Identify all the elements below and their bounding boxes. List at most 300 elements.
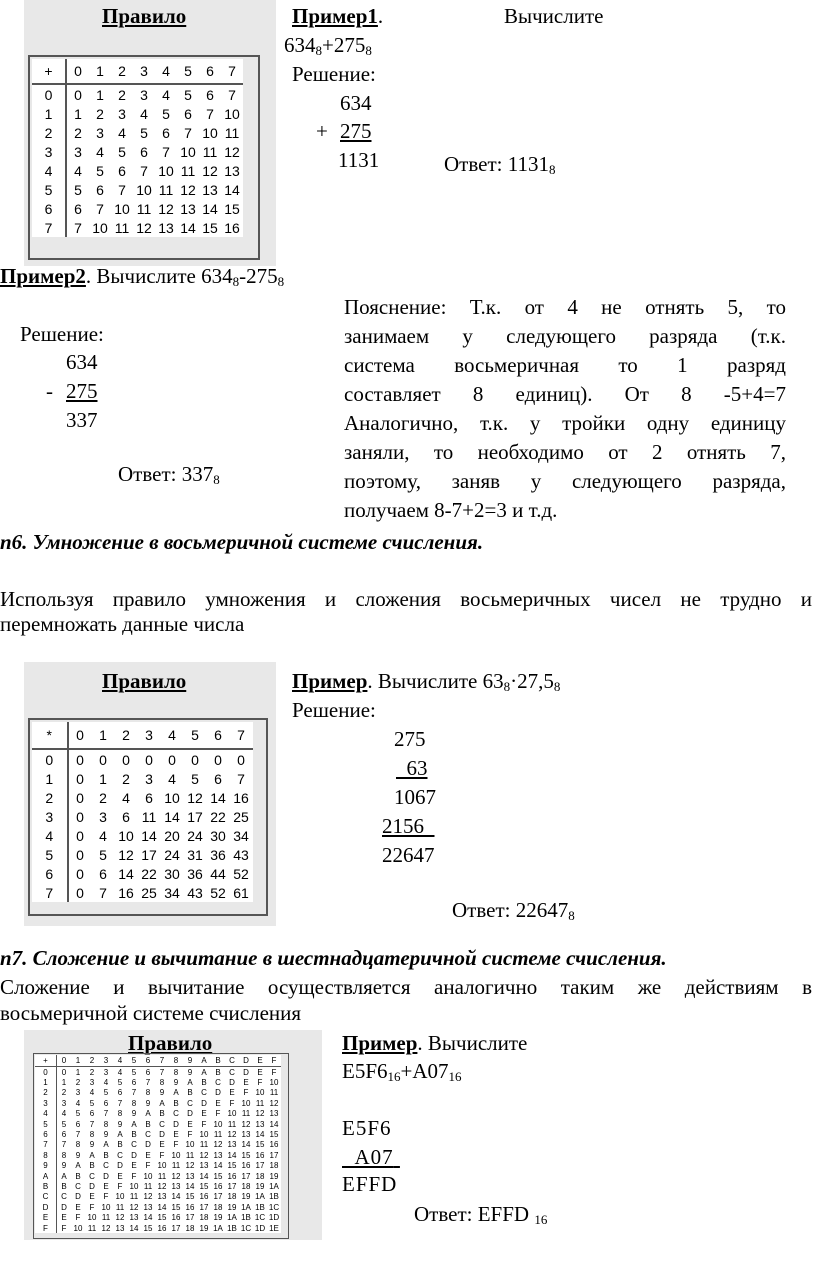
table-cell: 36 bbox=[187, 865, 203, 882]
table-cell: E bbox=[201, 1109, 207, 1119]
table-cell: 10 bbox=[73, 1223, 83, 1233]
table-cell: 0 bbox=[61, 1067, 67, 1077]
table-cell: 43 bbox=[233, 846, 249, 863]
table-cell: 7 bbox=[140, 162, 148, 179]
table-cell: E bbox=[229, 1088, 235, 1098]
table-cell: 10 bbox=[158, 162, 174, 179]
example1-operand2: 275 bbox=[340, 119, 372, 143]
table-cell: 7 bbox=[162, 143, 170, 160]
table-cell: C bbox=[229, 1067, 235, 1077]
table-row bbox=[32, 864, 253, 883]
table-cell: A bbox=[201, 1067, 207, 1077]
table-row-header: 2 bbox=[32, 788, 68, 807]
table-cell: 17 bbox=[269, 1150, 279, 1160]
table-cell: 17 bbox=[187, 808, 203, 825]
table-cell: 11 bbox=[171, 1161, 181, 1171]
table-cell: D bbox=[159, 1130, 165, 1140]
table-cell: 19 bbox=[213, 1213, 223, 1223]
table-cell: 7 bbox=[99, 884, 107, 901]
table-column-header: B bbox=[211, 1055, 225, 1067]
example1-title: Пример1 bbox=[292, 4, 378, 28]
table-row bbox=[32, 218, 243, 237]
table-cell: F bbox=[215, 1109, 221, 1119]
table-cell: 3 bbox=[103, 1067, 109, 1077]
table-cell: B bbox=[201, 1078, 207, 1088]
table-cell: 6 bbox=[99, 865, 107, 882]
table-cell: 15 bbox=[157, 1213, 167, 1223]
rule-label-3: Правило bbox=[128, 1031, 213, 1055]
table-cell: 15 bbox=[241, 1150, 251, 1160]
table-cell: 9 bbox=[117, 1119, 123, 1129]
table-column-header: 3 bbox=[133, 59, 155, 84]
table-cell: 14 bbox=[141, 827, 157, 844]
table-cell: 6 bbox=[74, 200, 82, 217]
table-cell: 10 bbox=[185, 1140, 195, 1150]
table-cell: 16 bbox=[171, 1213, 181, 1223]
table-cell: 12 bbox=[199, 1150, 209, 1160]
table-row-header: 4 bbox=[32, 826, 68, 845]
table-cell: 12 bbox=[227, 1130, 237, 1140]
table-cell: 6 bbox=[145, 789, 153, 806]
table-cell: 18 bbox=[269, 1161, 279, 1171]
table-cell: E bbox=[75, 1202, 81, 1212]
table-row-header: 7 bbox=[32, 883, 68, 902]
table-cell: B bbox=[75, 1171, 81, 1181]
table-cell: C bbox=[201, 1088, 207, 1098]
table-row bbox=[35, 1161, 281, 1171]
table-column-header: 4 bbox=[113, 1055, 127, 1067]
table-cell: D bbox=[145, 1140, 151, 1150]
table-row-header: 3 bbox=[32, 142, 66, 161]
table-cell: 16 bbox=[213, 1181, 223, 1191]
table-cell: 13 bbox=[157, 1192, 167, 1202]
table-cell: F bbox=[271, 1067, 277, 1077]
table-cell: 9 bbox=[61, 1161, 67, 1171]
table-cell: 6 bbox=[140, 143, 148, 160]
octal-multiplication-table bbox=[32, 722, 253, 902]
table-cell: 4 bbox=[99, 827, 107, 844]
table-column-header: 7 bbox=[221, 59, 243, 84]
table-cell: 0 bbox=[145, 751, 153, 768]
table-cell: F bbox=[75, 1213, 81, 1223]
table-cell: 9 bbox=[173, 1078, 179, 1088]
table-cell: D bbox=[229, 1078, 235, 1088]
table-cell: 12 bbox=[171, 1171, 181, 1181]
table-row-header: 8 bbox=[35, 1150, 57, 1160]
table-row bbox=[35, 1171, 281, 1181]
table-cell: B bbox=[215, 1067, 221, 1077]
table-cell: 13 bbox=[199, 1161, 209, 1171]
table-cell: 2 bbox=[61, 1088, 67, 1098]
table-cell: B bbox=[117, 1140, 123, 1150]
table-operator-cell: + bbox=[32, 59, 66, 84]
table-cell: D bbox=[117, 1161, 123, 1171]
table-cell: 13 bbox=[213, 1150, 223, 1160]
table-cell: 4 bbox=[168, 770, 176, 787]
table-row-header: 1 bbox=[32, 104, 66, 123]
table-column-header: 3 bbox=[99, 1055, 113, 1067]
table-cell: 0 bbox=[168, 751, 176, 768]
table-row bbox=[32, 826, 253, 845]
example1-operand1: 634 bbox=[340, 91, 372, 115]
table-row bbox=[35, 1181, 281, 1191]
table-cell: 11 bbox=[180, 162, 196, 179]
table-row bbox=[32, 769, 253, 788]
table-cell: 17 bbox=[213, 1192, 223, 1202]
table-cell: 5 bbox=[140, 124, 148, 141]
table-cell: 16 bbox=[255, 1150, 265, 1160]
example1-answer bbox=[444, 152, 555, 177]
answer-base: 8 bbox=[548, 162, 556, 177]
explanation-line: составляет 8 единиц). От 8 -5+4=7 bbox=[344, 382, 786, 406]
table-column-header: 6 bbox=[141, 1055, 155, 1067]
table-row-header: E bbox=[35, 1212, 57, 1222]
explanation-line: Аналогично, т.к. у тройки одну единицу bbox=[344, 411, 786, 435]
table-cell: 12 bbox=[185, 1161, 195, 1171]
table-cell: A bbox=[173, 1088, 179, 1098]
table-cell: 18 bbox=[241, 1181, 251, 1191]
table-cell: E bbox=[243, 1078, 249, 1088]
table-cell: 1C bbox=[254, 1213, 266, 1223]
table-cell: 17 bbox=[171, 1223, 181, 1233]
table-cell: D bbox=[61, 1202, 67, 1212]
table-cell: 0 bbox=[99, 751, 107, 768]
example1-solution-label: Решение: bbox=[292, 62, 376, 86]
table-cell: 1 bbox=[96, 86, 104, 103]
table-cell: 5 bbox=[117, 1078, 123, 1088]
table-cell: 1C bbox=[268, 1202, 280, 1212]
table-row bbox=[32, 123, 243, 142]
table-cell: 30 bbox=[164, 865, 180, 882]
section7-text-line1: Сложение и вычитание осуществляется аналогично таким же действиям в bbox=[0, 975, 812, 999]
table-cell: 12 bbox=[115, 1213, 125, 1223]
table-cell: 10 bbox=[224, 105, 240, 122]
table-cell: 3 bbox=[96, 124, 104, 141]
table-cell: 10 bbox=[199, 1130, 209, 1140]
table-cell: 11 bbox=[143, 1181, 153, 1191]
table-header-row bbox=[35, 1055, 281, 1067]
table-cell: 11 bbox=[199, 1140, 209, 1150]
table-cell: 12 bbox=[180, 181, 196, 198]
table-cell: 13 bbox=[202, 181, 218, 198]
example2-title-rest: . Вычислите 634 bbox=[85, 264, 233, 288]
table-cell: 14 bbox=[143, 1213, 153, 1223]
table-cell: 2 bbox=[122, 770, 130, 787]
table-row bbox=[35, 1067, 281, 1078]
table-cell: 4 bbox=[122, 789, 130, 806]
table-cell: 14 bbox=[129, 1223, 139, 1233]
table-cell: 10 bbox=[143, 1171, 153, 1181]
table-cell: 1 bbox=[99, 770, 107, 787]
table-cell: 9 bbox=[145, 1098, 151, 1108]
table-cell: 13 bbox=[269, 1109, 279, 1119]
example1-sign: + bbox=[316, 119, 328, 143]
table-row-header: 0 bbox=[32, 749, 68, 769]
expr-a-base: 16 bbox=[387, 1069, 401, 1084]
table-cell: 19 bbox=[255, 1181, 265, 1191]
answer-text: Ответ: 1131 bbox=[444, 152, 549, 176]
table-cell: 2 bbox=[96, 105, 104, 122]
hex-addition-table bbox=[35, 1055, 281, 1233]
table-cell: 16 bbox=[199, 1192, 209, 1202]
table-cell: 31 bbox=[187, 846, 203, 863]
table-cell: 10 bbox=[180, 143, 196, 160]
table-cell: 12 bbox=[202, 162, 218, 179]
table-cell: A bbox=[61, 1171, 67, 1181]
example3-line-1 bbox=[396, 756, 428, 781]
table-cell: C bbox=[159, 1119, 165, 1129]
table-cell: 8 bbox=[117, 1109, 123, 1119]
table-cell: 10 bbox=[269, 1078, 279, 1088]
table-cell: D bbox=[75, 1192, 81, 1202]
table-cell: 1A bbox=[227, 1213, 237, 1223]
table-cell: 7 bbox=[117, 1098, 123, 1108]
table-cell: D bbox=[243, 1067, 249, 1077]
explanation-line: получаем 8-7+2=3 и т.д. bbox=[344, 498, 558, 522]
table-cell: 17 bbox=[227, 1181, 237, 1191]
table-cell: C bbox=[103, 1161, 109, 1171]
table-cell: E bbox=[103, 1181, 109, 1191]
table-cell: C bbox=[187, 1098, 193, 1108]
table-cell: 12 bbox=[157, 1181, 167, 1191]
table-cell: 6 bbox=[61, 1130, 67, 1140]
table-row-header: 9 bbox=[35, 1161, 57, 1171]
table-cell: 17 bbox=[199, 1202, 209, 1212]
table-cell: 11 bbox=[87, 1223, 97, 1233]
table-cell: 2 bbox=[99, 789, 107, 806]
table-cell: 17 bbox=[185, 1213, 195, 1223]
table-cell: 7 bbox=[96, 200, 104, 217]
table-cell: 1B bbox=[227, 1223, 237, 1233]
table-row-header: 5 bbox=[35, 1119, 57, 1129]
table-cell: 16 bbox=[185, 1202, 195, 1212]
section6-text-line2: перемножать данные числа bbox=[0, 612, 245, 636]
table-cell: 3 bbox=[99, 808, 107, 825]
table-cell: 0 bbox=[122, 751, 130, 768]
table-cell: 16 bbox=[224, 219, 240, 236]
answer-text: Ответ: EFFD bbox=[414, 1202, 535, 1226]
table-cell: 14 bbox=[210, 789, 226, 806]
table-cell: A bbox=[187, 1078, 193, 1088]
table-cell: 19 bbox=[227, 1202, 237, 1212]
table-operator-cell: + bbox=[35, 1055, 57, 1067]
table-cell: E bbox=[187, 1119, 193, 1129]
table-cell: 14 bbox=[241, 1140, 251, 1150]
table-cell: 11 bbox=[141, 808, 157, 825]
table-cell: C bbox=[117, 1150, 123, 1160]
table-cell: 16 bbox=[157, 1223, 167, 1233]
table-row bbox=[35, 1119, 281, 1129]
table-cell: 9 bbox=[159, 1088, 165, 1098]
table-cell: 25 bbox=[233, 808, 249, 825]
table-cell: 12 bbox=[241, 1119, 251, 1129]
answer-base: 8 bbox=[568, 908, 575, 923]
table-cell: 12 bbox=[255, 1109, 265, 1119]
table-cell: 18 bbox=[213, 1202, 223, 1212]
example1-line1 bbox=[292, 4, 383, 29]
table-cell: 0 bbox=[237, 751, 245, 768]
table-column-header: 8 bbox=[169, 1055, 183, 1067]
table-cell: 3 bbox=[118, 105, 126, 122]
example3-line-3 bbox=[382, 814, 435, 839]
table-column-header: 4 bbox=[155, 59, 177, 84]
section7-text-line2: восьмеричной системе счисления bbox=[0, 1001, 302, 1025]
table-column-header: 5 bbox=[177, 59, 199, 84]
table-cell: 10 bbox=[213, 1119, 223, 1129]
table-row bbox=[35, 1212, 281, 1222]
table-row bbox=[32, 883, 253, 902]
table-cell: 11 bbox=[241, 1109, 251, 1119]
table-cell: 4 bbox=[75, 1098, 81, 1108]
table-row bbox=[32, 142, 243, 161]
table-cell: 22 bbox=[210, 808, 226, 825]
table-cell: 4 bbox=[89, 1088, 95, 1098]
table-cell: F bbox=[257, 1078, 263, 1088]
table-cell: 12 bbox=[118, 846, 134, 863]
table-cell: 11 bbox=[185, 1150, 195, 1160]
table-cell: 20 bbox=[164, 827, 180, 844]
table-cell: 11 bbox=[213, 1130, 223, 1140]
table-cell: E bbox=[257, 1067, 263, 1077]
table-cell: 6 bbox=[103, 1098, 109, 1108]
table-cell: 24 bbox=[187, 827, 203, 844]
table-column-header: 6 bbox=[199, 59, 221, 84]
table-cell: 5 bbox=[162, 105, 170, 122]
table-cell: E bbox=[89, 1192, 95, 1202]
table-cell: 10 bbox=[118, 827, 134, 844]
table-cell: C bbox=[61, 1192, 67, 1202]
table-cell: 7 bbox=[89, 1119, 95, 1129]
table-cell: 13 bbox=[115, 1223, 125, 1233]
table-cell: 13 bbox=[227, 1140, 237, 1150]
section6-heading: п6. Умножение в восьмеричной системе счисления. bbox=[0, 530, 484, 554]
table-cell: 1A bbox=[241, 1202, 251, 1212]
table-cell: 6 bbox=[131, 1078, 137, 1088]
table-cell: 2 bbox=[89, 1067, 95, 1077]
example2-result: 337 bbox=[66, 408, 98, 432]
table-cell: 9 bbox=[187, 1067, 193, 1077]
table-cell: 13 bbox=[171, 1181, 181, 1191]
table-cell: 0 bbox=[191, 751, 199, 768]
table-row-header: 4 bbox=[32, 161, 66, 180]
section7-heading: п7. Сложение и вычитание в шестнадцатеричной системе счисления. bbox=[0, 946, 667, 970]
table-column-header: 1 bbox=[92, 722, 115, 749]
example3-line-3-text: 2156 bbox=[382, 814, 424, 838]
table-row-header: 3 bbox=[35, 1098, 57, 1108]
example3-title-rest: . Вычислите 63 bbox=[367, 669, 504, 693]
table-cell: 7 bbox=[206, 105, 214, 122]
table-cell: 11 bbox=[202, 143, 218, 160]
table-cell: C bbox=[215, 1078, 221, 1088]
table-cell: 10 bbox=[114, 200, 130, 217]
table-cell: 34 bbox=[164, 884, 180, 901]
table-row bbox=[35, 1098, 281, 1108]
table-column-header: 9 bbox=[183, 1055, 197, 1067]
table-row-header: 6 bbox=[32, 864, 68, 883]
table-cell: 8 bbox=[89, 1130, 95, 1140]
table-cell: 10 bbox=[92, 219, 108, 236]
table-cell: 16 bbox=[269, 1140, 279, 1150]
table-cell: 1C bbox=[240, 1223, 252, 1233]
table-cell: 14 bbox=[269, 1119, 279, 1129]
table-cell: 43 bbox=[187, 884, 203, 901]
example3-answer bbox=[452, 898, 575, 923]
example3-solution-label: Решение: bbox=[292, 698, 376, 722]
table-cell: 15 bbox=[199, 1181, 209, 1191]
table-row-header: 5 bbox=[32, 845, 68, 864]
table-cell: D bbox=[173, 1119, 179, 1129]
table-cell: B bbox=[89, 1161, 95, 1171]
table-row-header: 1 bbox=[35, 1077, 57, 1087]
section6-text-line1: Используя правило умножения и сложения восьмеричных чисел не трудно и bbox=[0, 587, 812, 611]
table-row bbox=[32, 161, 243, 180]
table-column-header: 6 bbox=[207, 722, 230, 749]
table-cell: 5 bbox=[61, 1119, 67, 1129]
table-cell: 61 bbox=[233, 884, 249, 901]
table-cell: 11 bbox=[158, 181, 174, 198]
expr-a: 634 bbox=[284, 33, 316, 57]
example1-expression bbox=[284, 33, 372, 58]
example4-title: Пример bbox=[342, 1031, 418, 1055]
table-row-header: F bbox=[35, 1223, 57, 1233]
table-cell: F bbox=[173, 1140, 179, 1150]
table-cell: 6 bbox=[118, 162, 126, 179]
table-cell: 10 bbox=[129, 1181, 139, 1191]
example1-result: 1131 bbox=[338, 148, 380, 172]
table-cell: 10 bbox=[101, 1202, 111, 1212]
table-operator-cell: * bbox=[32, 722, 68, 749]
table-cell: 16 bbox=[241, 1161, 251, 1171]
example2-header bbox=[0, 264, 284, 289]
answer-text: Ответ: 22647 bbox=[452, 898, 569, 922]
table-cell: 1A bbox=[269, 1181, 279, 1191]
table-cell: 1 bbox=[75, 1067, 81, 1077]
answer-text: Ответ: 337 bbox=[118, 462, 214, 486]
explanation-line: заняли, то необходимо от 2 отнять 7, bbox=[344, 440, 786, 464]
example3-base1: 8 bbox=[503, 679, 511, 694]
table-cell: 0 bbox=[214, 751, 222, 768]
table-cell: 14 bbox=[118, 865, 134, 882]
table-cell: 13 bbox=[143, 1202, 153, 1212]
table-cell: 9 bbox=[131, 1109, 137, 1119]
table-cell: 14 bbox=[224, 181, 240, 198]
table-cell: 10 bbox=[202, 124, 218, 141]
table-cell: 1 bbox=[61, 1078, 67, 1088]
table-cell: 7 bbox=[75, 1130, 81, 1140]
table-cell: 25 bbox=[141, 884, 157, 901]
table-cell: 5 bbox=[75, 1109, 81, 1119]
table-cell: 5 bbox=[191, 770, 199, 787]
table-cell: 19 bbox=[241, 1192, 251, 1202]
table-cell: 14 bbox=[202, 200, 218, 217]
table-cell: 36 bbox=[210, 846, 226, 863]
table-cell: 1D bbox=[254, 1223, 266, 1233]
table-cell: 0 bbox=[76, 865, 84, 882]
table-row bbox=[35, 1140, 281, 1150]
table-cell: 10 bbox=[227, 1109, 237, 1119]
table-cell: 3 bbox=[75, 1088, 81, 1098]
table-cell: 0 bbox=[76, 808, 84, 825]
table-cell: 5 bbox=[184, 86, 192, 103]
table-cell: 4 bbox=[162, 86, 170, 103]
table-cell: 4 bbox=[140, 105, 148, 122]
octal-addition-table bbox=[32, 59, 243, 237]
table-cell: 5 bbox=[131, 1067, 137, 1077]
table-cell: 14 bbox=[213, 1161, 223, 1171]
table-cell: 7 bbox=[103, 1109, 109, 1119]
explanation-line: система восьмеричная то 1 разряд bbox=[344, 353, 786, 377]
table-cell: 10 bbox=[171, 1150, 181, 1160]
